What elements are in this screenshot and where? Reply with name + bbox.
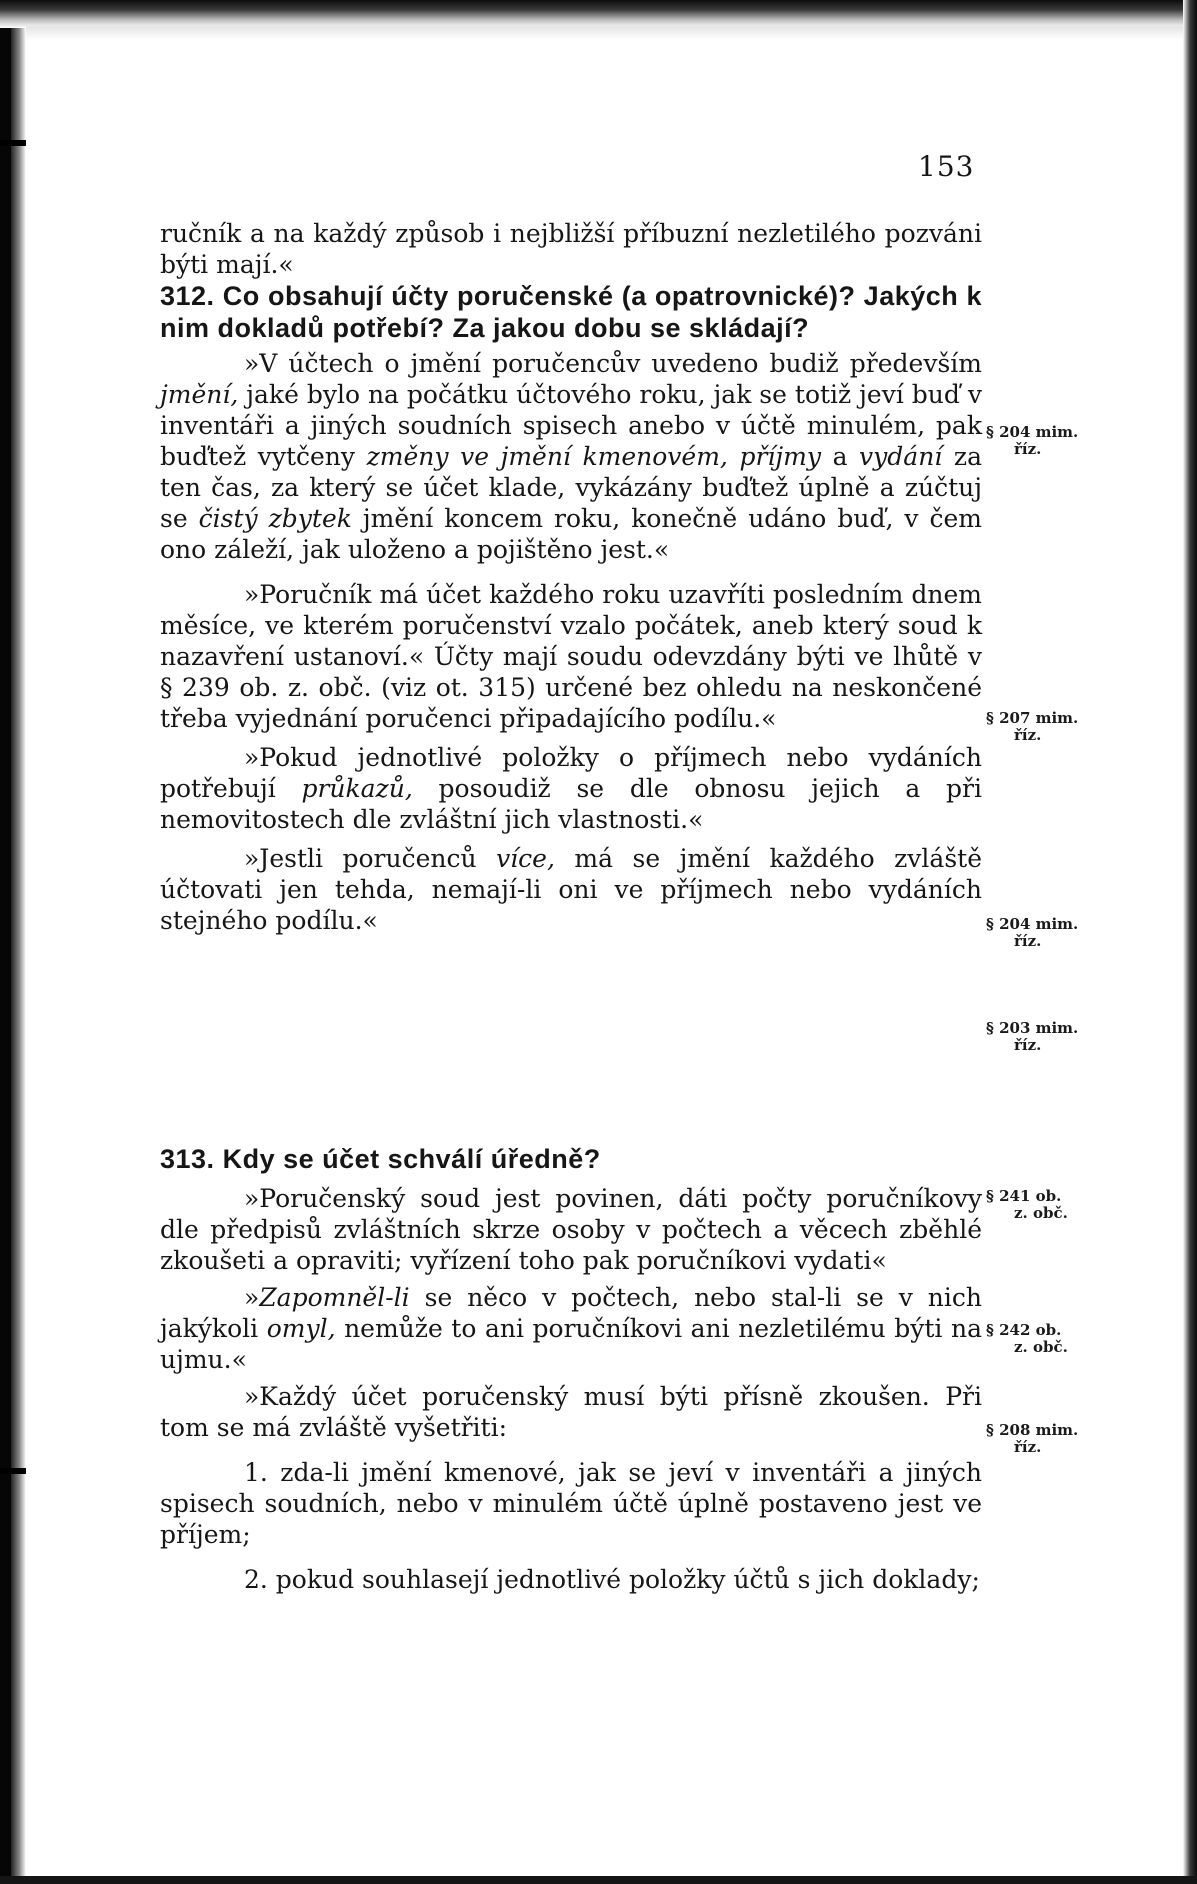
text-run-italic: změny ve jmění kmenovém, příjmy [366,442,821,471]
text-run: posoudiž se dle obnosu jejich a při nemovitostech dle zvláštní jich vlastnosti.« [160,774,982,834]
paragraph-vouchers [160,742,982,835]
margin-note [986,1322,1086,1356]
text-run: a [820,442,860,471]
margin-note-line: § 203 mim. [986,1019,1079,1037]
paragraph-accounts-content [160,348,982,565]
margin-note-line: § 207 mim. [986,709,1079,727]
margin-note-line: § 242 ob. [986,1321,1062,1339]
question-313-heading [160,1143,982,1175]
page-number: 153 [918,150,975,183]
text-run-italic: omyl, [266,1314,336,1343]
question-text: Kdy se účet schválí úředně? [222,1144,601,1174]
paragraph-errors [160,1282,982,1375]
text-run: nemůže to ani poručníkovi ani nezletilému býti na ujmu.« [160,1314,982,1374]
text-run: »V účtech o jmění poručencův uvedeno budiž především [244,349,982,378]
margin-note [986,916,1086,950]
text-run-italic: průkazů, [301,774,413,803]
margin-note-line: říz. [1014,1438,1042,1456]
text-run-italic: jmění, [160,380,239,409]
text-run: za ten čas, za který se účet klade, vykázány buďtež úplně a zúčtuj se [160,442,982,533]
margin-note [986,1020,1086,1054]
text-run-italic: vydání [859,442,943,471]
margin-note [986,1188,1086,1222]
text-run: se něco v počtech, nebo stal-li se v nich jakýkoli [160,1283,982,1343]
paragraph-closing-accounts: »Poručník má účet každého roku uzavříti posledním dnem měsíce, ve kterém poručenství vzalo počátek, aneb který soud k nazavření ustanoví.« Účty mají soudu odevzdány býti ve lhůtě v § 239 ob. z. obč. (viz ot. 315) určené bez ohledu na neskončené třeba vyjednání poručenci připadajícího podílu.« [160,580,982,733]
paragraph-examination: »Každý účet poručenský musí býti přísně zkoušen. Při tom se má zvláště vyšetřiti: [160,1382,982,1442]
text-run: jmění koncem roku, konečně udáno buď, v čem ono záleží, jak uloženo a pojištěno jest.« [160,504,983,564]
margin-note-line: říz. [1014,1036,1042,1054]
paragraph-continuation: ručník a na každý způsob i nejbližší příbuzní nezletilého pozváni býti mají.« [160,219,982,279]
page-top-shading [26,26,1197,40]
margin-note [986,424,1086,458]
margin-note-line: § 204 mim. [986,423,1079,441]
margin-note-line: § 208 mim. [986,1421,1079,1439]
paragraph-court-duty: »Poručenský soud jest povinen, dáti počty poručníkovy dle předpisů zvláštních skrze osoby v počtech a věcech zběhlé zkoušeti a opraviti; vyřízení toho pak poručníkovi vydati« [160,1184,982,1275]
margin-note-line: říz. [1014,932,1042,950]
list-item-2: 2. pokud souhlasejí jednotlivé položky účtů s jich doklady; [244,1565,980,1594]
margin-note [986,1422,1086,1456]
margin-note-line: z. obč. [1014,1204,1068,1222]
text-block-2 [160,1143,982,1595]
question-text: Co obsahují účty poručenské (a opatrovnické)? Jakých k nim dokladů potřebí? Za jakou dobu se skládají? [160,281,982,343]
question-number: 312. [160,281,215,311]
question-number: 313. [160,1144,215,1174]
binding-mark [0,1468,26,1474]
text-run-italic: více, [496,844,555,873]
page-bottom-edge [0,1876,1197,1884]
binding-mark [0,140,26,146]
text-run: » [244,1283,260,1312]
text-run: má se jmění každého zvláště účtovati jen tehda, nemají-li oni ve příjmech nebo vydáních stejného podílu.« [160,844,982,935]
page-binding-edge [0,0,11,1884]
text-run-italic: čistý zbytek [198,504,352,533]
text-run: »Jestli poručenců [244,844,497,873]
page-top-edge [0,0,1197,28]
margin-note-line: § 241 ob. [986,1187,1062,1205]
margin-note-line: říz. [1014,440,1042,458]
text-run-italic: Zapomněl-li [259,1283,410,1312]
margin-note-line: § 204 mim. [986,915,1079,933]
text-run: »Pokud jednotlivé položky o příjmech nebo vydáních potřebují [160,743,982,803]
page-right-edge [1183,0,1197,1884]
question-312-heading [160,280,982,344]
paragraph-multiple-wards [160,843,982,936]
list-item-1: 1. zda-li jmění kmenové, jak se jeví v inventáři a jiných spisech soudních, nebo v minulém účtě úplně postaveno jest ve příjem; [160,1458,982,1549]
text-run: jaké bylo na počátku účtového roku, jak se totiž jeví buď v inventáři a jiných soudních spisech anebo v účtě minulém, pak buďtež vytčeny [160,380,982,471]
text-block-1 [160,218,982,936]
margin-note-line: z. obč. [1014,1338,1068,1356]
margin-note-line: říz. [1014,726,1042,744]
margin-note [986,710,1086,744]
